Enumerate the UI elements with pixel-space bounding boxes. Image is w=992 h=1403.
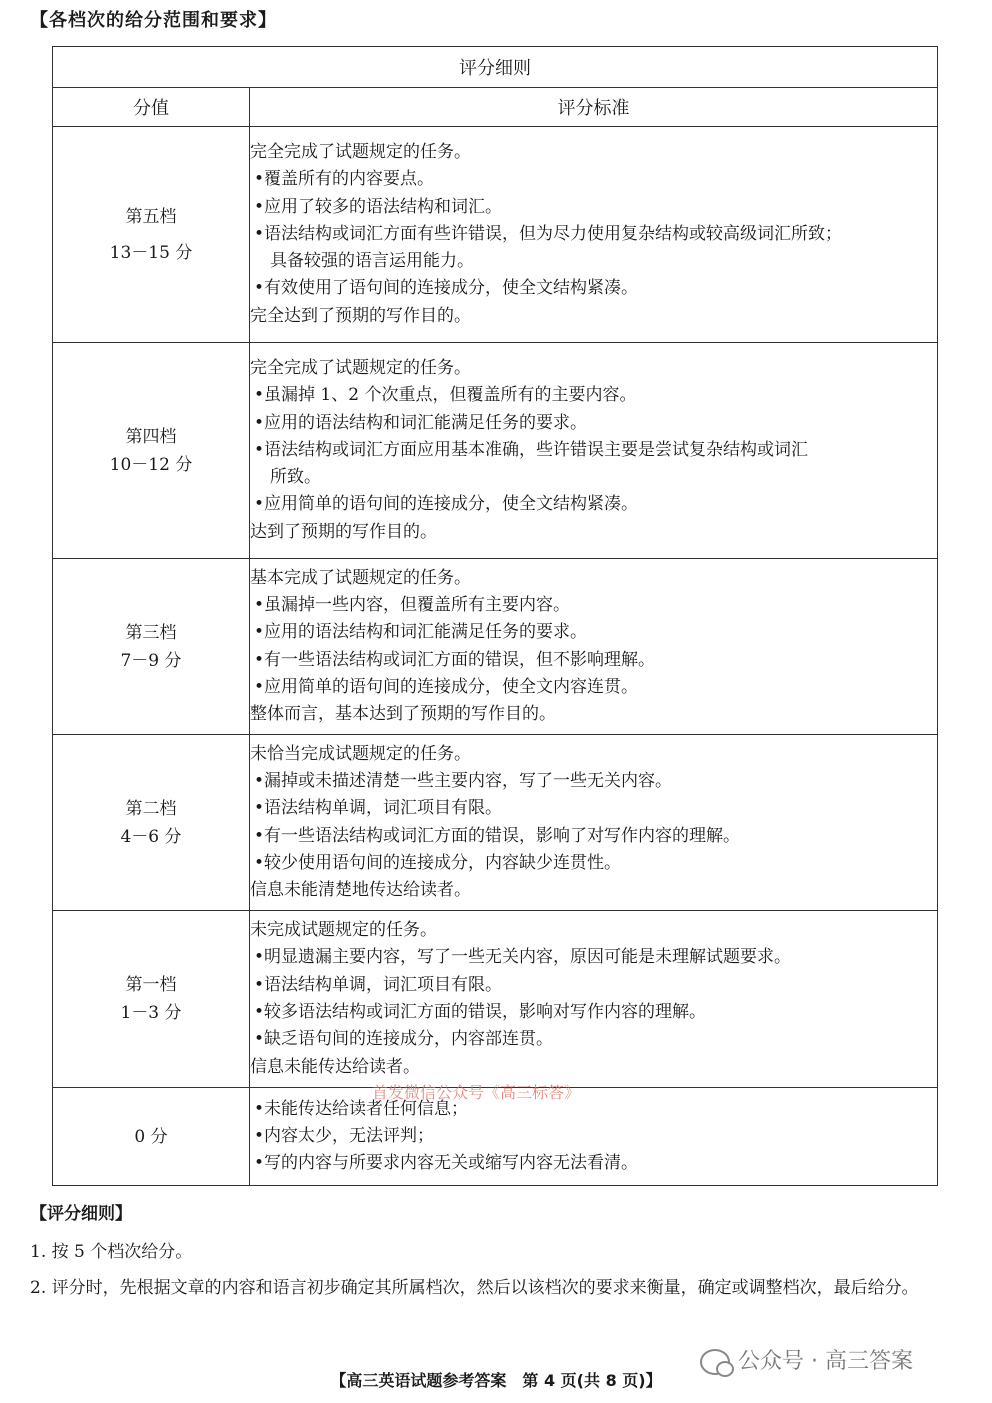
criteria-line: •覆盖所有的内容要点。	[254, 169, 435, 190]
table-row	[53, 735, 938, 911]
criteria-line: 完全完成了试题规定的任务。	[250, 141, 471, 162]
grading-table	[52, 46, 938, 1186]
criteria-line: •语法结构或词汇方面有些许错误，但为尽力使用复杂结构或较高级词汇所致；	[254, 223, 843, 244]
band-cell	[53, 735, 250, 911]
band-range: 7－9 分	[120, 650, 182, 671]
notes-title: 【评分细则】	[30, 1204, 132, 1224]
band-range: 10－12 分	[109, 454, 193, 475]
band-cell	[53, 911, 250, 1088]
criteria-line: •较多语法结构或词汇方面的错误，影响对写作内容的理解。	[254, 1002, 707, 1022]
column-header-score: 分值	[53, 88, 250, 127]
criteria-line: •应用简单的语句间的连接成分，使全文结构紧凑。	[254, 494, 639, 515]
criteria-line: •语法结构单调，词汇项目有限。	[254, 798, 503, 819]
band-name: 第一档	[125, 975, 177, 995]
criteria-cell	[250, 127, 938, 343]
criteria-line: 基本完成了试题规定的任务。	[250, 567, 471, 588]
criteria-cell	[250, 735, 938, 911]
table-body	[53, 127, 938, 1186]
criteria-line: •有效使用了语句间的连接成分，使全文结构紧凑。	[254, 278, 639, 299]
criteria-line: •语法结构单调，词汇项目有限。	[254, 974, 503, 995]
criteria-line: •有一些语法结构或词汇方面的错误，但不影响理解。	[254, 649, 656, 670]
note-item: 2. 评分时，先根据文章的内容和语言初步确定其所属档次，然后以该档次的要求来衡量，确定或调整档次，最后给分。	[30, 1278, 919, 1298]
criteria-line: 达到了预期的写作目的。	[250, 521, 437, 542]
criteria-cell	[250, 559, 938, 735]
criteria-line: •漏掉或未描述清楚一些主要内容，写了一些无关内容。	[254, 770, 673, 791]
criteria-line: •应用了较多的语法结构和词汇。	[254, 196, 503, 217]
band-cell	[53, 127, 250, 343]
criteria-line: 具备较强的语言运用能力。	[270, 251, 474, 272]
criteria-line: •缺乏语句间的连接成分，内容部连贯。	[254, 1029, 554, 1050]
criteria-line: •明显遗漏主要内容，写了一些无关内容，原因可能是未理解试题要求。	[254, 947, 792, 968]
criteria-line: •虽漏掉一些内容，但覆盖所有主要内容。	[254, 594, 571, 615]
criteria-cell	[250, 1088, 938, 1186]
wechat-badge-label: 公众号 · 高三答案	[738, 1349, 913, 1374]
table-caption: 评分细则	[53, 47, 938, 88]
watermark: 首发微信公众号《高三标答》	[372, 1083, 581, 1102]
criteria-line: 完全达到了预期的写作目的。	[250, 305, 471, 326]
band-cell	[53, 343, 250, 559]
band-range: 1－3 分	[120, 1003, 182, 1023]
criteria-line: •有一些语法结构或词汇方面的错误，影响了对写作内容的理解。	[254, 825, 741, 846]
band-name: 第四档	[125, 426, 177, 447]
criteria-line: 信息未能传达给读者。	[250, 1056, 420, 1077]
band-name: 第二档	[125, 798, 177, 819]
table-row	[53, 559, 938, 735]
criteria-line: •应用简单的语句间的连接成分，使全文内容连贯。	[254, 676, 639, 697]
band-range: 0 分	[134, 1126, 168, 1147]
criteria-cell	[250, 911, 938, 1088]
criteria-line: •未能传达给读者任何信息；	[254, 1098, 469, 1119]
table-row	[53, 911, 938, 1088]
notes-body	[30, 1234, 965, 1306]
criteria-line: •内容太少，无法评判；	[254, 1125, 435, 1146]
table-row	[53, 343, 938, 559]
band-range: 13－15 分	[109, 242, 193, 263]
criteria-line: •较少使用语句间的连接成分，内容缺少连贯性。	[254, 852, 622, 873]
criteria-cell	[250, 343, 938, 559]
band-name: 第五档	[125, 206, 177, 227]
criteria-line: 信息未能清楚地传达给读者。	[250, 880, 471, 901]
band-cell	[53, 1088, 250, 1186]
note-item: 1. 按 5 个档次给分。	[30, 1242, 193, 1262]
criteria-line: •语法结构或词汇方面应用基本准确，些许错误主要是尝试复杂结构或词汇	[254, 439, 809, 460]
criteria-line: •虽漏掉 1、2 个次重点，但覆盖所有的主要内容。	[254, 385, 637, 406]
criteria-line: 未恰当完成试题规定的任务。	[250, 743, 471, 764]
criteria-line: •写的内容与所要求内容无关或缩写内容无法看清。	[254, 1153, 639, 1174]
criteria-line: 所致。	[270, 467, 321, 488]
section-title: 【各档次的给分范围和要求】	[30, 10, 277, 31]
criteria-line: 未完成试题规定的任务。	[250, 920, 437, 941]
criteria-line: •应用的语法结构和词汇能满足任务的要求。	[254, 622, 588, 643]
column-header-criteria: 评分标准	[250, 88, 938, 127]
criteria-line: •应用的语法结构和词汇能满足任务的要求。	[254, 412, 588, 433]
criteria-line: 整体而言，基本达到了预期的写作目的。	[250, 704, 556, 725]
band-range: 4－6 分	[120, 826, 182, 847]
table-row	[53, 127, 938, 343]
criteria-line: 完全完成了试题规定的任务。	[250, 357, 471, 378]
page-footer: 【高三英语试题参考答案 第 4 页(共 8 页)】	[330, 1371, 662, 1390]
band-cell	[53, 559, 250, 735]
band-name: 第三档	[125, 622, 177, 643]
